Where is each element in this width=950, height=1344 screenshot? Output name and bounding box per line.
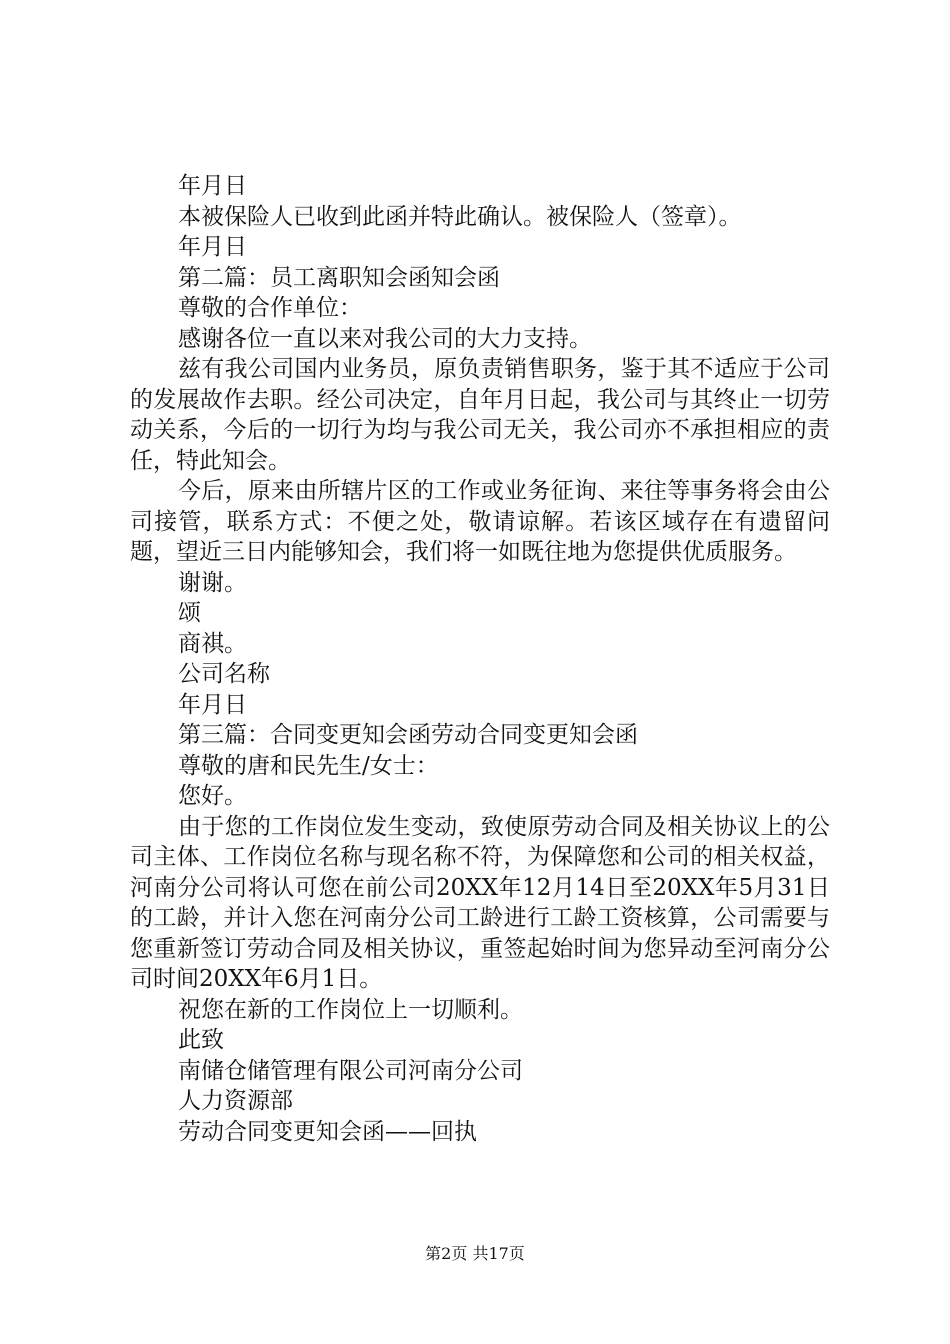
greeting: 您好。	[178, 783, 247, 809]
salutation: 尊敬的唐和民先生/女士：	[178, 752, 439, 779]
handover-paragraph: 今后，原来由所辖片区的工作或业务征询、来往等事务将会由公司接管，联系方式：不便之处，敬请谅解。若该区域存在有遗留问题，望近三日内能够知会，我们将一如既往地为您提供优质服务。	[130, 478, 830, 565]
thanks-line: 感谢各位一直以来对我公司的大力支持。	[178, 325, 592, 352]
receipt-title: 劳动合同变更知会函——回执	[178, 1118, 477, 1145]
closing-line: 颂	[178, 600, 201, 626]
company-name: 南储仓储管理有限公司河南分公司	[178, 1057, 523, 1084]
page-footer: 第2页 共17页	[425, 1244, 525, 1263]
date-line: 年月日	[178, 691, 247, 718]
document-body	[130, 171, 830, 1147]
wish-line: 祝您在新的工作岗位上一切顺利。	[178, 996, 523, 1023]
closing-thanks: 谢谢。	[178, 569, 247, 596]
salutation: 尊敬的合作单位：	[178, 295, 362, 321]
department-name: 人力资源部	[178, 1088, 293, 1114]
date-line: 年月日	[178, 234, 247, 260]
company-name: 公司名称	[178, 661, 270, 687]
section-title-2: 第二篇：员工离职知会函知会函	[178, 264, 500, 291]
confirmation-line: 本被保险人已收到此函并特此确认。被保险人（签章）。	[178, 203, 742, 230]
closing-line: 商祺。	[178, 630, 247, 657]
section-title-3: 第三篇：合同变更知会函劳动合同变更知会函	[178, 722, 638, 748]
closing-line: 此致	[178, 1027, 224, 1053]
contract-change-paragraph: 由于您的工作岗位发生变动，致使原劳动合同及相关协议上的公司主体、工作岗位名称与现名称不符，为保障您和公司的相关权益，河南分公司将认可您在前公司20XX年12月14日至20XX年5月31日的工龄，并计入您在河南分公司工龄进行工龄工资核算，公司需要与您重新签订劳动合同及相关协议，重签起始时间为您异动至河南分公司时间20XX年6月1日。	[130, 813, 830, 992]
date-line: 年月日	[178, 173, 247, 199]
resignation-paragraph: 兹有我公司国内业务员，原负责销售职务，鉴于其不适应于公司的发展故作去职。经公司决定，自年月日起，我公司与其终止一切劳动关系，今后的一切行为均与我公司无关，我公司亦不承担相应的责任，特此知会。	[130, 356, 830, 474]
